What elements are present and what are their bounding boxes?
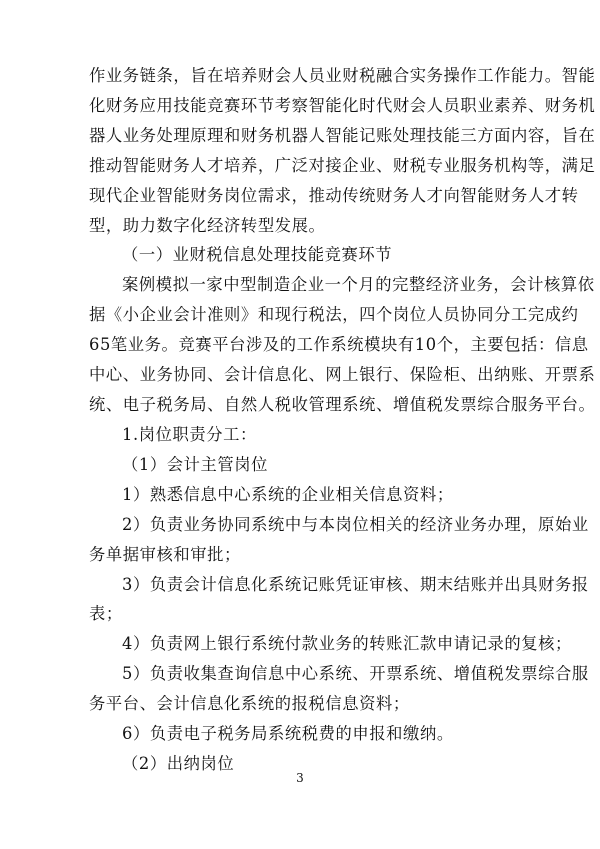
- list-item: 5）负责收集查询信息中心系统、开票系统、增值税发票综合服: [122, 664, 589, 683]
- list-item: 6）负责电子税务局系统税费的申报和缴纳。: [122, 724, 454, 743]
- body-line: 器人业务处理原理和财务机器人智能记账处理技能三方面内容，旨在: [89, 126, 596, 145]
- body-line: 型，助力数字化经济转型发展。: [89, 216, 326, 235]
- list-item: 1）熟悉信息中心系统的企业相关信息资料；: [122, 485, 454, 504]
- body-line: 化财务应用技能竞赛环节考察智能化时代财会人员职业素养、财务机: [89, 96, 596, 115]
- body-line: 据《小企业会计准则》和现行税法，四个岗位人员协同分工完成约: [89, 305, 579, 324]
- subheading: 1.岗位职责分工：: [122, 425, 257, 444]
- body-line: 统、电子税务局、自然人税收管理系统、增值税发票综合服务平台。: [89, 395, 596, 414]
- list-item: 3）负责会计信息化系统记账凭证审核、期末结账并出具财务报: [122, 575, 589, 594]
- subheading: （2）出纳岗位: [122, 754, 235, 773]
- list-item-continuation: 表；: [89, 604, 123, 623]
- section-heading: （一）业财税信息处理技能竞赛环节: [122, 245, 393, 264]
- list-item: 2）负责业务协同系统中与本岗位相关的经济业务办理，原始业: [122, 515, 589, 534]
- body-line: 作业务链条，旨在培养财会人员业财税融合实务操作工作能力。智能: [89, 66, 596, 85]
- subheading: （1）会计主管岗位: [122, 455, 269, 474]
- body-line: 推动智能财务人才培养，广泛对接企业、财税专业服务机构等，满足: [89, 156, 596, 175]
- body-line: 65笔业务。竞赛平台涉及的工作系统模块有10个，主要包括：信息: [89, 335, 589, 354]
- body-line: 中心、业务协同、会计信息化、网上银行、保险柜、出纳账、开票系: [89, 365, 596, 384]
- page-number: 3: [296, 771, 304, 785]
- list-item: 4）负责网上银行系统付款业务的转账汇款申请记录的复核；: [122, 634, 572, 653]
- list-item-continuation: 务平台、会计信息化系统的报税信息资料；: [89, 694, 410, 713]
- body-line: 现代企业智能财务岗位需求，推动传统财务人才向智能财务人才转: [89, 186, 579, 205]
- body-line: 案例模拟一家中型制造企业一个月的完整经济业务，会计核算依: [122, 275, 595, 294]
- list-item-continuation: 务单据审核和审批；: [89, 545, 241, 564]
